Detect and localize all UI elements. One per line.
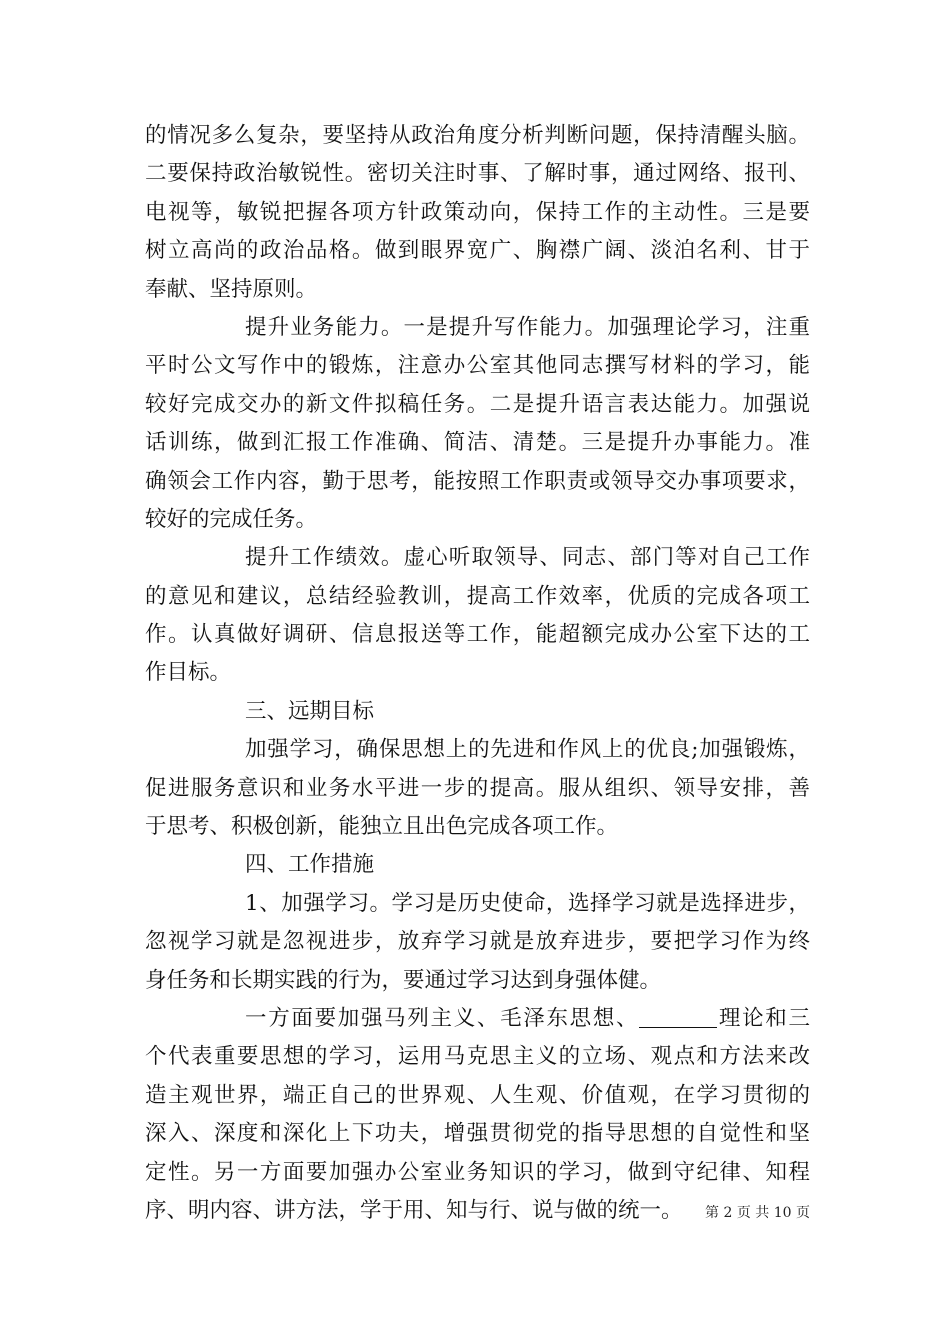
paragraph-start-line: 提升工作绩效。虚心听取领导、同志、部门等对自己工作 <box>245 545 810 571</box>
text-line: 深入、深度和深化上下功夫，增强贯彻党的指导思想的自觉性和坚 <box>145 1121 810 1147</box>
text-line: 定性。另一方面要加强办公室业务知识的学习，做到守纪律、知程 <box>145 1159 810 1185</box>
text-line: 二要保持政治敏锐性。密切关注时事、了解时事，通过网络、报刊、 <box>145 161 810 187</box>
text-line: 作目标。 <box>145 660 232 686</box>
text-line: 造主观世界，端正自己的世界观、人生观、价值观，在学习贯彻的 <box>145 1082 810 1108</box>
page-number-footer: 第 2 页 共 10 页 <box>705 1205 810 1221</box>
text-line: 忽视学习就是忽视进步，放弃学习就是放弃进步，要把学习作为终 <box>145 929 810 955</box>
text-line: 平时公文写作中的锻炼，注意办公室其他同志撰写材料的学习，能 <box>145 353 810 379</box>
text-line: 奉献、坚持原则。 <box>145 276 318 302</box>
text-line: 确领会工作内容，勤于思考，能按照工作职责或领导交办事项要求， <box>145 468 810 494</box>
line-part-before-blank: 一方面要加强马列主义、毛泽东思想、 <box>245 1005 640 1031</box>
text-line: 个代表重要思想的学习，运用马克思主义的立场、观点和方法来改 <box>145 1044 810 1070</box>
section-heading: 三、远期目标 <box>245 698 375 724</box>
text-line: 较好完成交办的新文件拟稿任务。二是提升语言表达能力。加强说 <box>145 391 810 417</box>
text-line: 树立高尚的政治品格。做到眼界宽广、胸襟广阔、淡泊名利、甘于 <box>145 238 810 264</box>
text-line: 于思考、积极创新，能独立且出色完成各项工作。 <box>145 814 619 840</box>
text-line: 序、明内容、讲方法，学于用、知与行、说与做的统一。 <box>145 1197 683 1223</box>
line-part-after-blank: 理论和三 <box>717 1005 810 1031</box>
paragraph-start-line: 提升业务能力。一是提升写作能力。加强理论学习，注重 <box>245 314 810 340</box>
document-body <box>145 117 810 1230</box>
paragraph-start-line: 加强学习，确保思想上的先进和作风上的优良;加强锻炼， <box>245 737 810 763</box>
text-line: 作。认真做好调研、信息报送等工作，能超额完成办公室下达的工 <box>145 622 810 648</box>
section-heading: 四、工作措施 <box>245 852 375 878</box>
text-line: 较好的完成任务。 <box>145 506 318 532</box>
paragraph-start-line <box>145 1000 810 1038</box>
fill-in-blank <box>639 1005 717 1028</box>
text-line: 的情况多么复杂，要坚持从政治角度分析判断问题，保持清醒头脑。 <box>145 123 810 148</box>
text-line: 的意见和建议，总结经验教训，提高工作效率，优质的完成各项工 <box>145 583 810 609</box>
text-line: 电视等，敏锐把握各项方针政策动向，保持工作的主动性。三是要 <box>145 199 810 225</box>
paragraph-start-line: 1、加强学习。学习是历史使命，选择学习就是选择进步， <box>245 890 810 916</box>
text-line: 身任务和长期实践的行为，要通过学习达到身强体健。 <box>145 967 662 993</box>
text-line: 话训练，做到汇报工作准确、简洁、清楚。三是提升办事能力。准 <box>145 430 810 456</box>
text-line: 促进服务意识和业务水平进一步的提高。服从组织、领导安排，善 <box>145 775 810 801</box>
